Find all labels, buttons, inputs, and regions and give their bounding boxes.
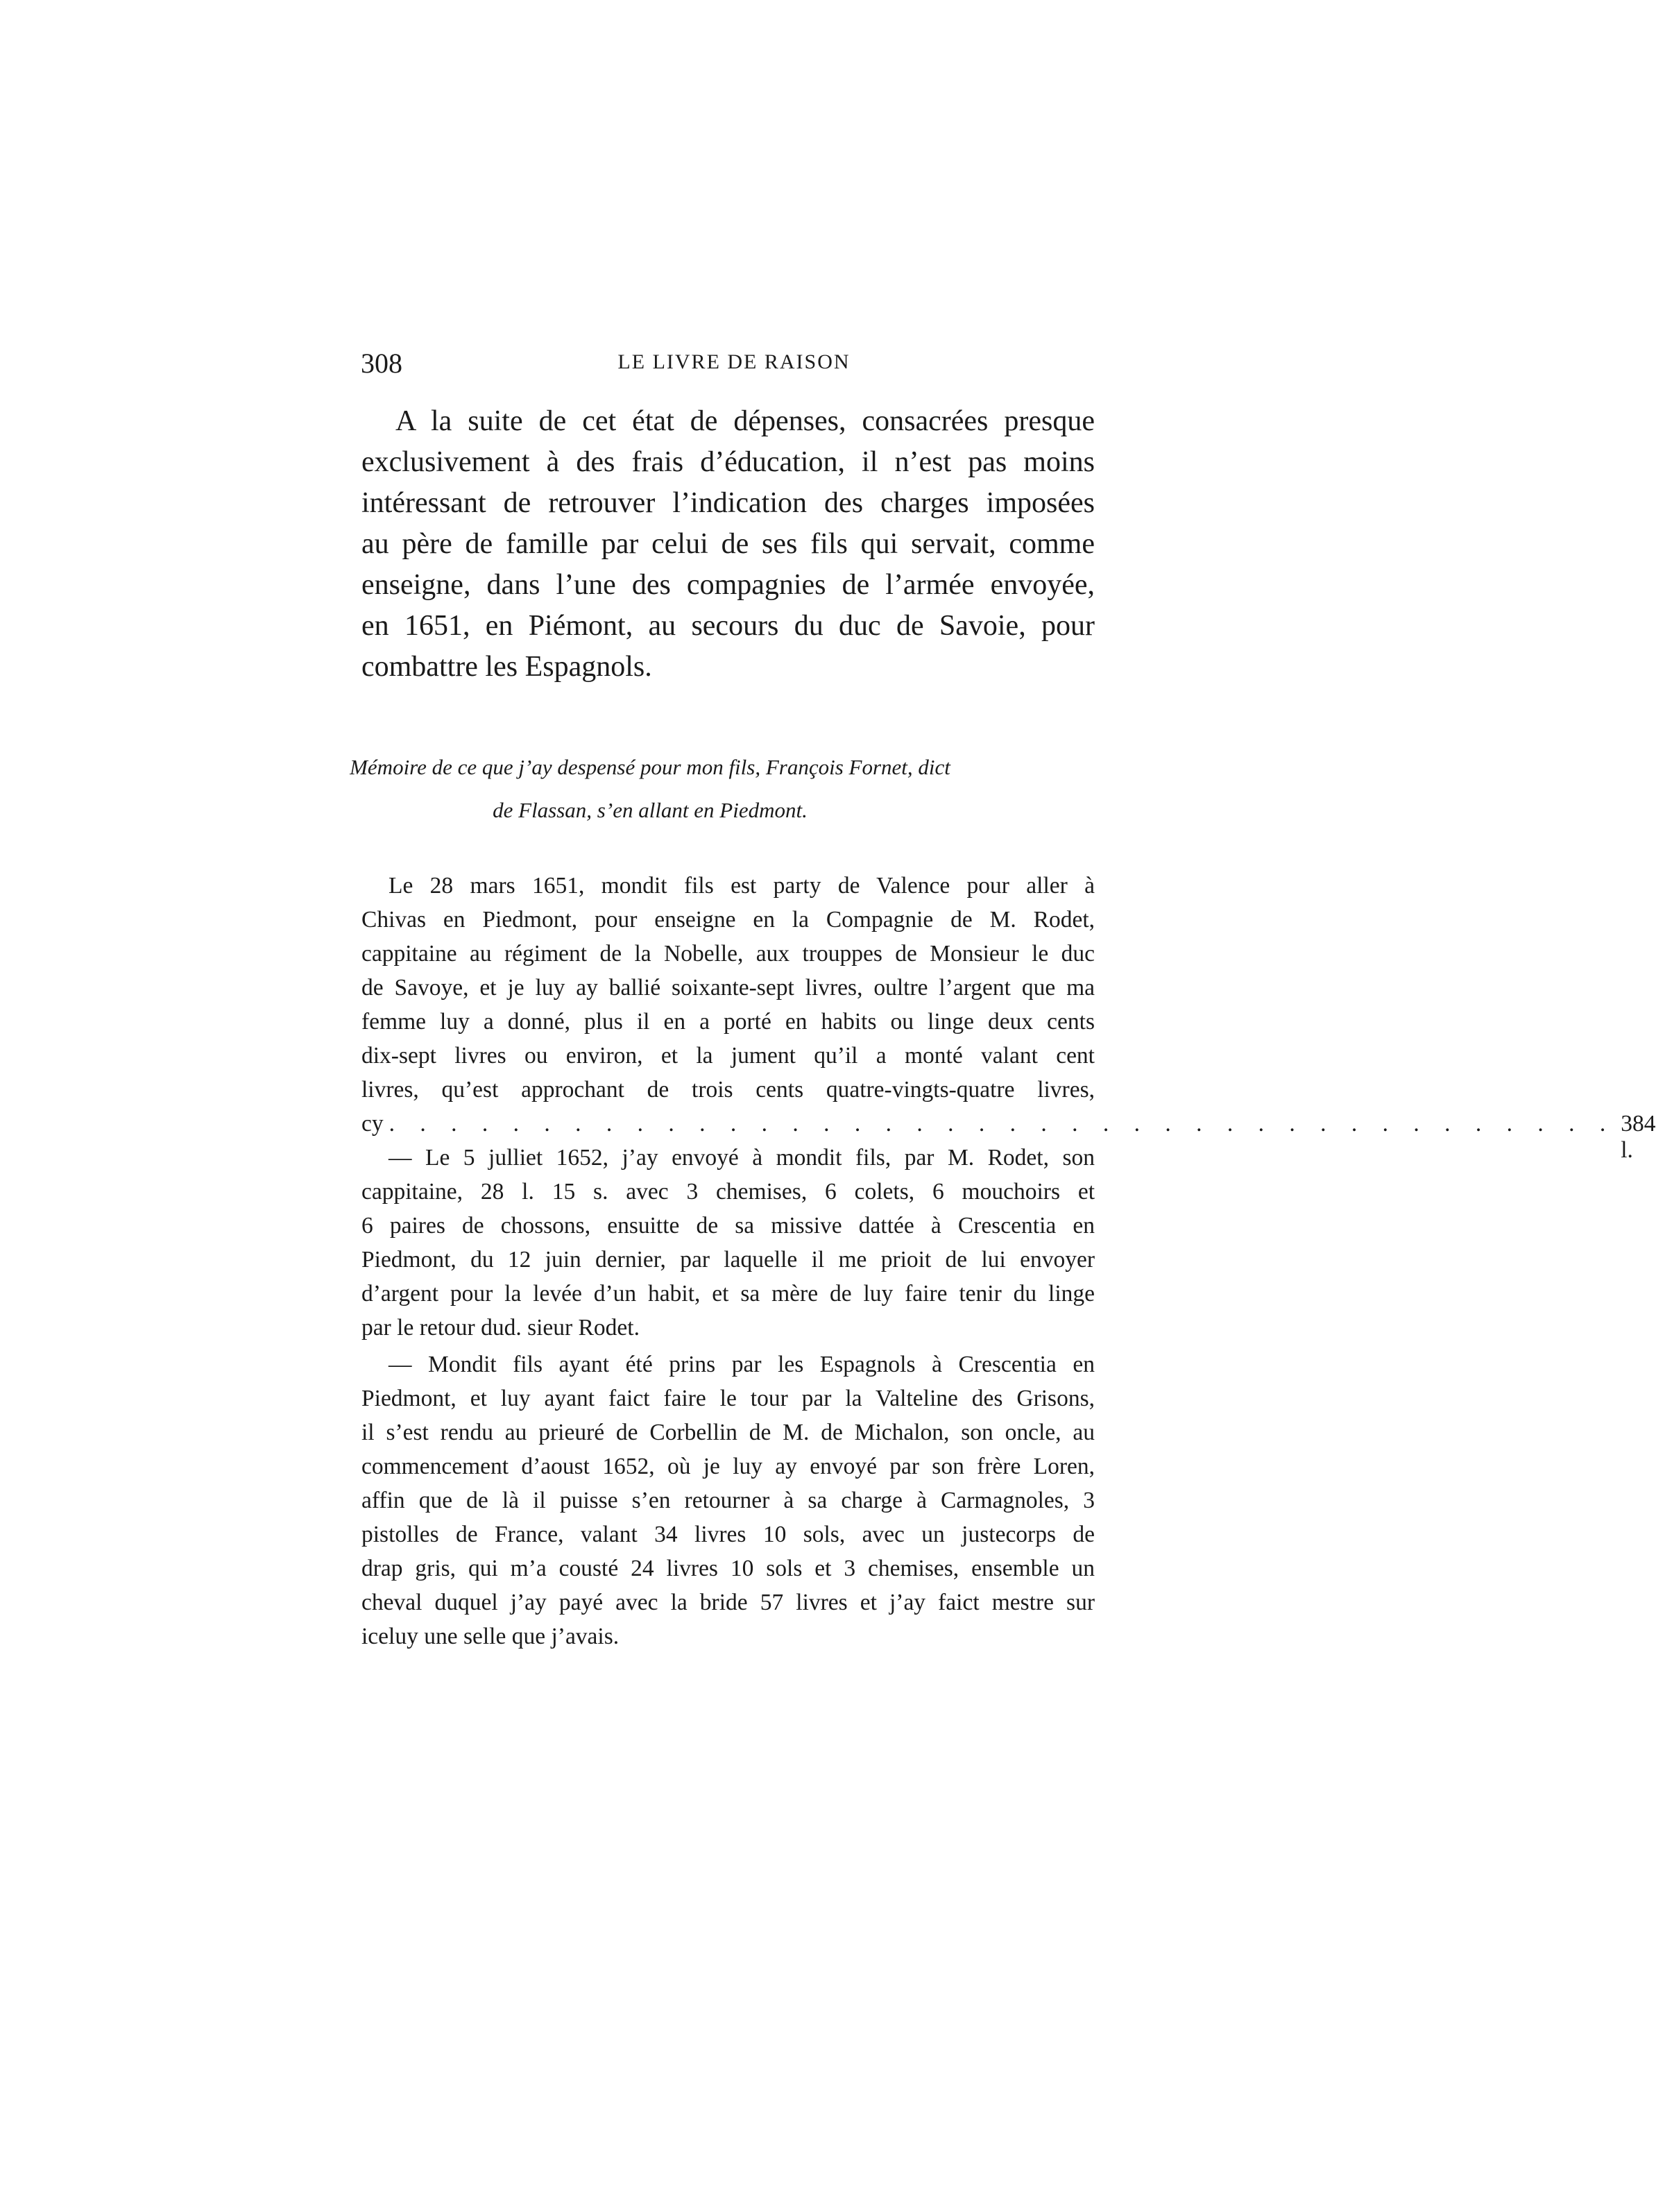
- text-line: drap gris, qui m’a cousté 24 livres 10 sols et 3 chemises, ensemble un: [361, 1556, 1095, 1581]
- text-line: pistolles de France, valant 34 livres 10 sols, avec un justecorps de: [361, 1522, 1095, 1547]
- total-amount: 384 l.: [1621, 1111, 1656, 1163]
- text-line: combattre les Espagnols.: [361, 651, 652, 683]
- text-line: il s’est rendu au prieuré de Corbellin de M. de Michalon, son oncle, au: [361, 1420, 1095, 1445]
- text-line: exclusivement à des frais d’éducation, il n’est pas moins: [361, 446, 1095, 478]
- text-line: dix-sept livres ou environ, et la jument qu’il a monté valant cent: [361, 1043, 1095, 1069]
- text-line: livres, qu’est approchant de trois cents quatre-vingts-quatre livres,: [361, 1077, 1095, 1103]
- text-line: cappitaine, 28 l. 15 s. avec 3 chemises, 6 colets, 6 mouchoirs et: [361, 1179, 1095, 1205]
- text-line: de Savoye, et je luy ay ballié soixante-sept livres, oultre l’argent que ma: [361, 975, 1095, 1001]
- text-line: affin que de là il puisse s’en retourner à sa charge à Carmagnoles, 3: [361, 1488, 1095, 1513]
- page-number: 308: [361, 348, 402, 379]
- text-line: par le retour dud. sieur Rodet.: [361, 1315, 640, 1341]
- text-line: A la suite de cet état de dépenses, consacrées presque: [395, 405, 1095, 437]
- text-line: Piedmont, et luy ayant faict faire le tour par la Valteline des Grisons,: [361, 1386, 1095, 1411]
- text-line: Piedmont, du 12 juin dernier, par laquelle il me prioit de lui envoyer: [361, 1247, 1095, 1273]
- leader-label: cy: [361, 1111, 384, 1137]
- text-line: Chivas en Piedmont, pour enseigne en la Compagnie de M. Rodet,: [361, 907, 1095, 933]
- title-line: de Flassan, s’en allant en Piedmont.: [493, 798, 808, 822]
- running-title: LE LIVRE DE RAISON: [617, 350, 851, 373]
- text-line: — Le 5 julliet 1652, j’ay envoyé à mondit fils, par M. Rodet, son: [389, 1145, 1095, 1171]
- text-line: cheval duquel j’ay payé avec la bride 57 livres et j’ay faict mestre sur: [361, 1590, 1095, 1615]
- text-line: d’argent pour la levée d’un habit, et sa mère de luy faire tenir du linge: [361, 1281, 1095, 1307]
- text-line: intéressant de retrouver l’indication des charges imposées: [361, 487, 1095, 519]
- text-line: — Mondit fils ayant été prins par les Espagnols à Crescentia en: [389, 1352, 1095, 1377]
- text-line: enseigne, dans l’une des compagnies de l’armée envoyée,: [361, 569, 1095, 601]
- text-line: en 1651, en Piémont, au secours du duc de Savoie, pour: [361, 610, 1095, 642]
- text-line: iceluy une selle que j’avais.: [361, 1624, 620, 1649]
- text-line: Le 28 mars 1651, mondit fils est party de Valence pour aller à: [389, 873, 1095, 899]
- leader-dots: . . . . . . . . . . . . . . . . . . . . . . . . . . . . . . . . . . . . . . . .: [389, 1111, 1616, 1137]
- text-line: 6 paires de chossons, ensuitte de sa missive dattée à Crescentia en: [361, 1213, 1095, 1239]
- text-line: cappitaine au régiment de la Nobelle, aux trouppes de Monsieur le duc: [361, 941, 1095, 967]
- text-line: commencement d’aoust 1652, où je luy ay envoyé par son frère Loren,: [361, 1454, 1095, 1479]
- text-line: femme luy a donné, plus il en a porté en habits ou linge deux cents: [361, 1009, 1095, 1035]
- text-line: au père de famille par celui de ses fils qui servait, comme: [361, 528, 1095, 560]
- title-line: Mémoire de ce que j’ay despensé pour mon fils, François Fornet, dict: [350, 755, 950, 779]
